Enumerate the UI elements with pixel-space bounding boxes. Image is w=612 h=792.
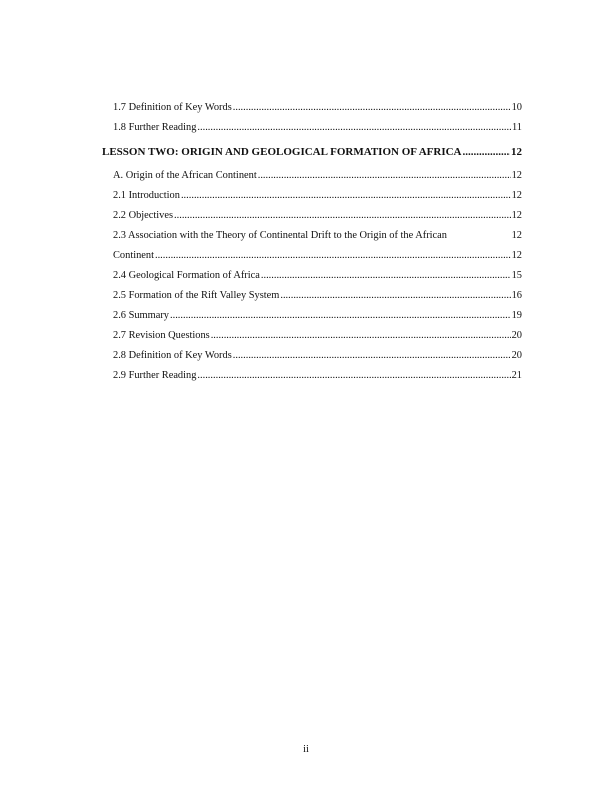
toc-entry-2-2[interactable] [102,206,522,226]
toc-entry-2-8[interactable] [102,346,522,366]
toc-entry-2-4[interactable] [102,266,522,286]
dot-leader [170,306,511,326]
toc-entry-page: 19 [511,310,522,321]
toc-entry-2-1[interactable] [102,186,522,206]
toc-entry-page: 11 [511,122,522,133]
toc-entry-page: 16 [511,290,522,301]
dot-leader [197,366,510,386]
dot-leader [155,246,511,266]
toc-entry-title: 2.9 Further Reading [113,370,197,381]
toc-entry-title: 1.7 Definition of Key Words [113,102,232,113]
toc-entry-title: 2.5 Formation of the Rift Valley System [113,290,280,301]
toc-entry-page: 12 [511,230,522,241]
dot-leader [181,186,511,206]
toc-entry-page: 21 [511,370,522,381]
toc-entry-page: 12 [511,210,522,221]
toc-entry-title: 2.3 Association with the Theory of Continental Drift to the Origin of the African [113,230,447,241]
toc-entry-2-3-line1[interactable] [102,226,522,246]
page-number: ii [303,744,309,755]
toc-entry-page: 10 [511,102,522,113]
toc-entry-2-7[interactable] [102,326,522,346]
toc-entry-a[interactable] [102,166,522,186]
dot-leader [233,346,511,366]
toc-entry-2-6[interactable] [102,306,522,326]
toc-entry-title: 2.1 Introduction [113,190,180,201]
toc-heading-page: 12 [511,146,522,158]
dot-leader [258,166,511,186]
dot-leader [462,141,510,163]
toc-entry-title: 2.7 Revision Questions [113,330,210,341]
toc-entry-page: 20 [511,350,522,361]
toc-entry-page: 12 [511,250,522,261]
dot-leader [211,326,511,346]
table-of-contents [102,98,522,386]
dot-leader [280,286,510,306]
toc-entry-page: 12 [511,190,522,201]
toc-entry-title: 2.8 Definition of Key Words [113,350,232,361]
toc-entry-title: 2.4 Geological Formation of Africa [113,270,260,281]
dot-leader [261,266,511,286]
toc-entry-title: A. Origin of the African Continent [113,170,257,181]
toc-entry-title: 2.6 Summary [113,310,169,321]
toc-entry-1-8[interactable] [102,118,522,138]
toc-entry-page: 12 [511,170,522,181]
toc-lesson-two-heading[interactable] [102,141,522,163]
toc-entry-2-9[interactable] [102,366,522,386]
dot-leader [233,98,511,118]
toc-entry-page: 20 [511,330,522,341]
toc-entry-title: Continent [113,250,154,261]
toc-entry-2-3-line2[interactable] [102,246,522,266]
toc-entry-title: 2.2 Objectives [113,210,174,221]
dot-leader [174,206,511,226]
toc-heading-title: LESSON TWO: ORIGIN AND GEOLOGICAL FORMATION OF AFRICA [102,146,462,158]
toc-entry-title: 1.8 Further Reading [113,122,197,133]
dot-leader [197,118,511,138]
toc-entry-1-7[interactable] [102,98,522,118]
toc-entry-page: 15 [511,270,522,281]
toc-entry-2-5[interactable] [102,286,522,306]
